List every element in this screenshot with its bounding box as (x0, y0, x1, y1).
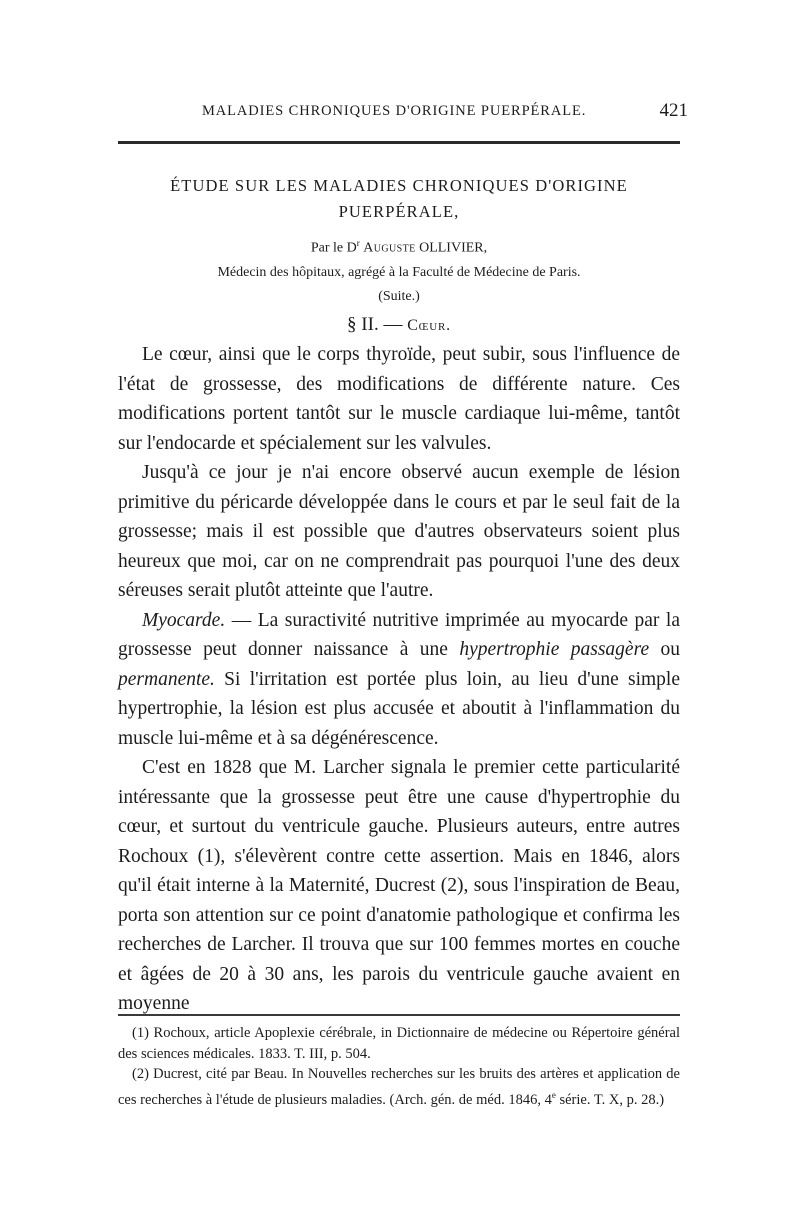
footnote-rule (118, 1014, 680, 1016)
page-number: 421 (659, 100, 688, 121)
paragraph-3-emphasis-2: permanente. (118, 668, 215, 690)
paragraph-3-text-a: — La suractivité nutritive imprimée au myocarde par la grossesse peut donner naissance à une (118, 609, 680, 660)
footnotes (118, 1023, 680, 1110)
paragraph-3-text-b: ou (649, 639, 681, 660)
footnote-1: (1) Rochoux, article Apoplexie cérébrale, in Dictionnaire de médecine ou Répertoire général des sciences médicales. 1833. T. III, p. 504. (118, 1025, 680, 1062)
footnote-2-text-b: série. T. X, p. 28.) (555, 1091, 665, 1108)
byline-sup: r (356, 238, 360, 248)
article-title-line-1: ÉTUDE SUR LES MALADIES CHRONIQUES D'ORIGINE (170, 176, 628, 195)
footnote-2-text-a: (2) Ducrest, cité par Beau. In Nouvelles recherches sur les bruits des artères et application de ces recherches à l'étude de plusieurs maladies. (Arch. gén. de méd. 1846, 4 (118, 1066, 680, 1108)
footnote-2 (118, 1064, 680, 1110)
paragraph-4: C'est en 1828 que M. Larcher signala le premier cette particularité intéressante que la grossesse peut être une cause d'hypertrophie du cœur, et surtout du ventricule gauche. Plusieurs auteurs, entre autres Rochoux (1), s'élevèrent contre cette assertion. Mais en 1846, alors qu'il était interne à la Maternité, Ducrest (2), sous l'inspiration de Beau, porta son attention sur ce point d'anatomie pathologique et confirma les recherches de Larcher. Il trouva que sur 100 femmes mortes en couche et âgées de 20 à 30 ans, les parois du ventricule gauche avaient en moyenne (118, 757, 680, 1014)
article-title-line-2: PUERPÉRALE, (338, 202, 460, 221)
paragraph-3-emphasis-1: hypertrophie passagère (459, 639, 650, 660)
section-number: § II. — (347, 314, 403, 335)
footnote-2-sup: e (551, 1089, 556, 1100)
running-head (118, 100, 688, 126)
author-line (118, 231, 680, 261)
paragraph-2: Jusqu'à ce jour je n'ai encore observé aucun exemple de lésion primitive du péricarde développée dans le cours et par le seul fait de la grossesse; mais il est possible que d'autres observateurs soient plus heureux que moi, car on ne comprendrait pas pourquoi l'une des deux séreuses serait plutôt atteinte que l'autre. (118, 462, 680, 601)
paragraph-3-text-c: Si l'irritation est portée plus loin, au lieu d'une simple hypertrophie, la lésion est plus accusée et aboutit à l'inflammation du muscle lui-même et à sa dégénérescence. (118, 668, 680, 749)
author-firstname: Auguste (363, 240, 416, 256)
body-text (118, 340, 680, 1019)
article-title (118, 173, 680, 225)
author-surname: OLLIVIER, (419, 240, 488, 256)
author-affiliation: Médecin des hôpitaux, agrégé à la Faculté de Médecine de Paris. (217, 264, 581, 280)
paragraph-3-lead: Myocarde. (142, 609, 226, 631)
running-title: MALADIES CHRONIQUES D'ORIGINE PUERPÉRALE. (202, 103, 587, 119)
paragraph-3 (118, 606, 680, 754)
paragraph-1: Le cœur, ainsi que le corps thyroïde, peut subir, sous l'influence de l'état de grossesse, des modifications de différente nature. Ces modifications portent tantôt sur le muscle cardiaque lui-même, tantôt sur l'endocarde et spécialement sur les valvules. (118, 344, 680, 454)
header-rule (118, 141, 680, 144)
continued-note: (Suite.) (378, 288, 420, 304)
byline-prefix: Par le D (310, 240, 357, 256)
section-heading (118, 312, 680, 339)
section-title: Cœur. (407, 317, 451, 334)
byline (118, 231, 680, 309)
